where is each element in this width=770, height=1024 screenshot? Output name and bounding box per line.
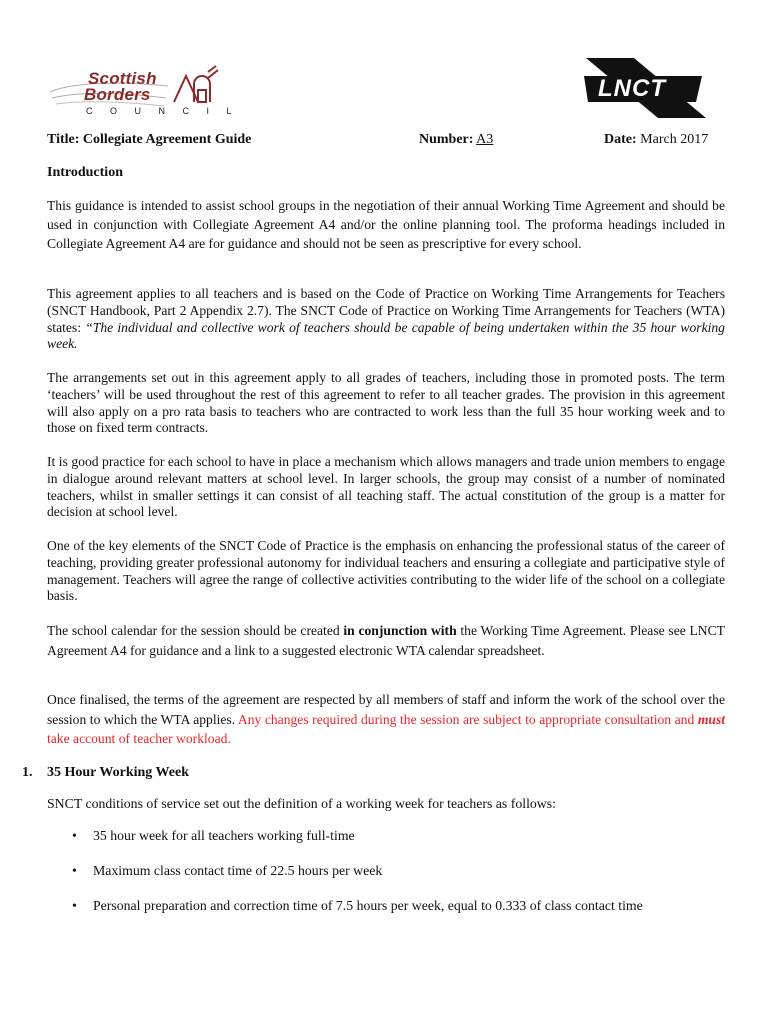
intro-paragraph-3: The arrangements set out in this agreement apply to all grades of teachers, including those in promoted posts. The term ‘teachers’ will be used throughout the rest of this agreement to refer to all teacher grades. The provision in this agreement will also apply on a pro rata basis to teachers who are contracted to work less than the full 35 hour working week and to those on fixed term contracts. (47, 370, 725, 436)
list-item: • 35 hour week for all teachers working full-time (72, 828, 355, 843)
bullet-icon: • (72, 863, 77, 878)
intro-paragraph-2: This agreement applies to all teachers and is based on the Code of Practice on Working Time Arrangements for Teachers (SNCT Handbook, Part 2 Appendix 2.7). The SNCT Code of Practice on Working Time Arrangements for Teachers (WTA) states: “The individual and collective work of teachers should be capable of being undertaken within the 35 hour working week. (47, 286, 725, 352)
section-1-intro: SNCT conditions of service set out the definition of a working week for teachers as follows: (47, 796, 556, 811)
scottish-borders-council-logo (48, 62, 248, 124)
lnct-logo (584, 58, 708, 120)
council-logo-line2: Borders (84, 85, 151, 104)
document-date: Date: March 2017 (604, 132, 709, 147)
working-week-bullet-list (72, 828, 643, 933)
intro-paragraph-5: One of the key elements of the SNCT Code of Practice is the emphasis on enhancing the professional status of the career of teaching, providing greater professional autonomy for individual teachers and ensuring a collegiate and participative style of management. Teachers will agree the range of collective activities contributing to the wider life of the school on a collegiate basis. (47, 538, 725, 604)
intro-paragraph-6: The school calendar for the session should be created in conjunction with the Working Time Agreement. Please see LNCT Agreement A4 for guidance and a link to a suggested electronic WTA calendar spreadsheet. (47, 623, 725, 658)
lnct-logo-text: LNCT (598, 75, 666, 102)
section-1-number: 1. (22, 765, 33, 780)
council-logo-line1: Scottish (88, 69, 157, 88)
intro-paragraph-1: This guidance is intended to assist school groups in the negotiation of their annual Working Time Agreement and should be used in conjunction with Collegiate Agreement A4 and/or the online planning tool. The proforma headings included in Collegiate Agreement A4 are for guidance and should not be seen as prescriptive for every school. (47, 198, 725, 252)
intro-paragraph-4: It is good practice for each school to have in place a mechanism which allows managers and trade union members to engage in dialogue around relevant matters at school level. In larger schools, the group may consist of a number of nominated teachers, whilst in smaller settings it can consist of all teaching staff. The actual constitution of the group is a matter for decision at school level. (47, 454, 725, 520)
wta-quote: “The individual and collective work of teachers should be capable of being undertaken within the 35 hour working week. (47, 319, 725, 352)
bullet-icon: • (72, 828, 77, 843)
introduction-heading: Introduction (47, 165, 123, 180)
bullet-icon: • (72, 898, 77, 913)
intro-paragraph-7: Once finalised, the terms of the agreement are respected by all members of staff and inform the work of the school over the session to which the WTA applies. Any changes required during the session are subject to appropriate consultation and must take account of teacher workload. (47, 692, 726, 746)
list-item: • Maximum class contact time of 22.5 hours per week (72, 863, 383, 878)
document-number: Number: A3 (419, 132, 494, 147)
workload-warning: Any changes required during the session are subject to appropriate consultation and must take account of teacher workload. (47, 711, 726, 746)
section-1-title: 35 Hour Working Week (47, 765, 189, 780)
document-title: Title: Collegiate Agreement Guide (47, 132, 252, 147)
council-logo-line3: COUNCIL (86, 106, 250, 116)
document-title-row (47, 132, 727, 152)
list-item: • Personal preparation and correction time of 7.5 hours per week, equal to 0.333 of class contact time (72, 898, 643, 913)
